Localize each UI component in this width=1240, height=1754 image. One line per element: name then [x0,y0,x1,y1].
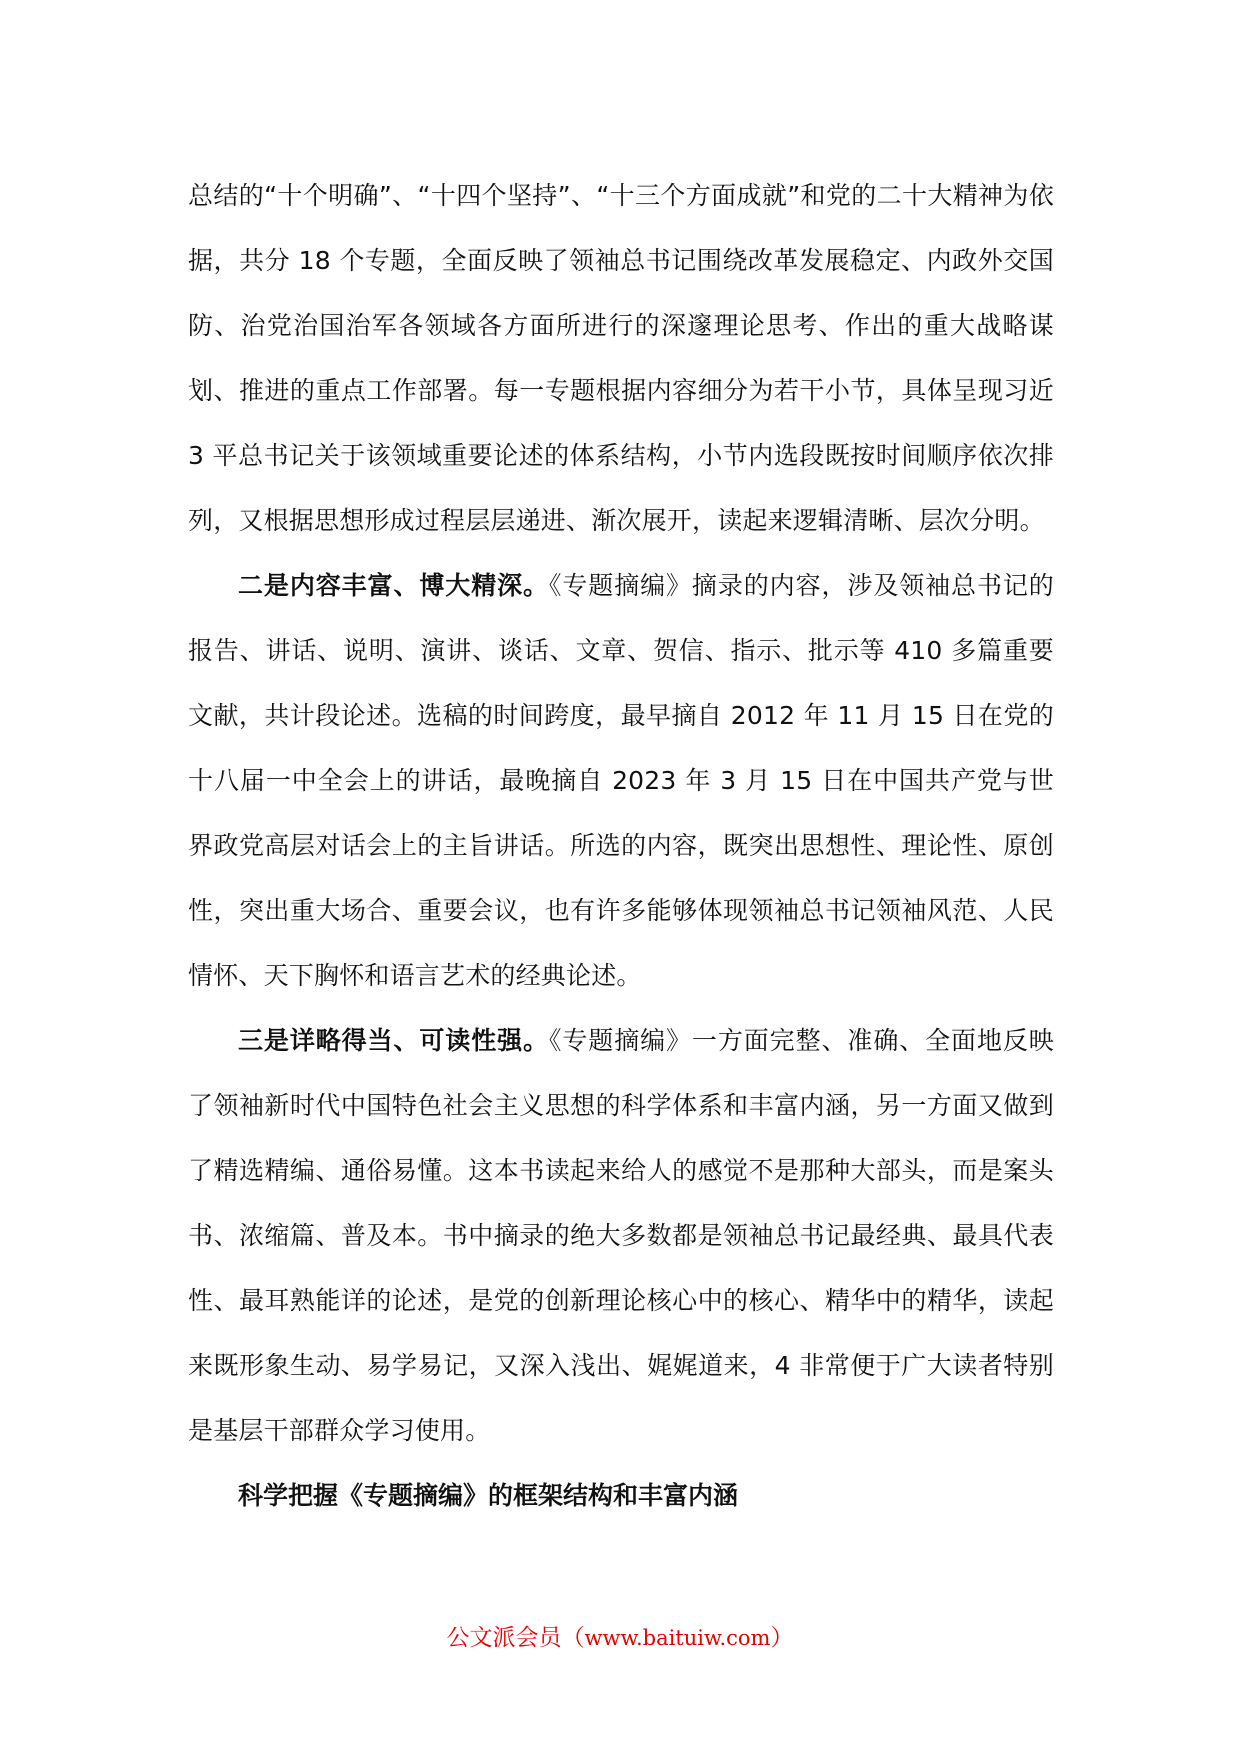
paragraph-3 [188,1008,1054,1463]
footer-url-link[interactable]: www.baituiw.com [584,1626,771,1650]
footer-watermark [0,1622,1240,1654]
paragraph-3-lead: 三是详略得当、可读性强。 [238,1026,549,1055]
paragraph-2-body: 《专题摘编》摘录的内容，涉及领袖总书记的报告、讲话、说明、演讲、谈话、文章、贺信、指示、批示等 410 多篇重要文献，共计段论述。选稿的时间跨度，最早摘自 2012 年 11 月 15 日在党的十八届一中全会上的讲话，最晚摘自 2023 年 3 月 15 日在中国共产党与世界政党高层对话会上的主旨讲话。所选的内容，既突出思想性、理论性、原创性，突出重大场合、重要会议，也有许多能够体现领袖总书记领袖风范、人民情怀、天下胸怀和语言艺术的经典论述。 [188,571,1054,990]
section-heading: 科学把握《专题摘编》的框架结构和丰富内涵 [238,1481,739,1510]
footer-label: 公文派会员 [446,1625,562,1651]
footer-close-paren: ） [770,1625,794,1651]
paragraph-1: 总结的“十个明确”、“十四个坚持”、“十三个方面成就”和党的二十大精神为依据，共分 18 个专题，全面反映了领袖总书记围绕改革发展稳定、内政外交国防、治党治国治军各领域各方面所进行的深邃理论思考、作出的重大战略谋划、推进的重点工作部署。每一专题根据内容细分为若干小节，具体呈现习近 3 平总书记关于该领域重要论述的体系结构，小节内选段既按时间顺序依次排列，又根据思想形成过程层层递进、渐次展开，读起来逻辑清晰、层次分明。 [188,181,1054,535]
footer-open-paren: （ [561,1625,585,1651]
document-body [188,163,1054,1528]
paragraph-2 [188,553,1054,1008]
paragraph-2-lead: 二是内容丰富、博大精深。 [238,571,549,600]
paragraph-3-body: 《专题摘编》一方面完整、准确、全面地反映了领袖新时代中国特色社会主义思想的科学体系和丰富内涵，另一方面又做到了精选精编、通俗易懂。这本书读起来给人的感觉不是那种大部头，而是案头书、浓缩篇、普及本。书中摘录的绝大多数都是领袖总书记最经典、最具代表性、最耳熟能详的论述，是党的创新理论核心中的核心、精华中的精华，读起来既形象生动、易学易记，又深入浅出、娓娓道来，4 非常便于广大读者特别是基层干部群众学习使用。 [188,1026,1054,1445]
